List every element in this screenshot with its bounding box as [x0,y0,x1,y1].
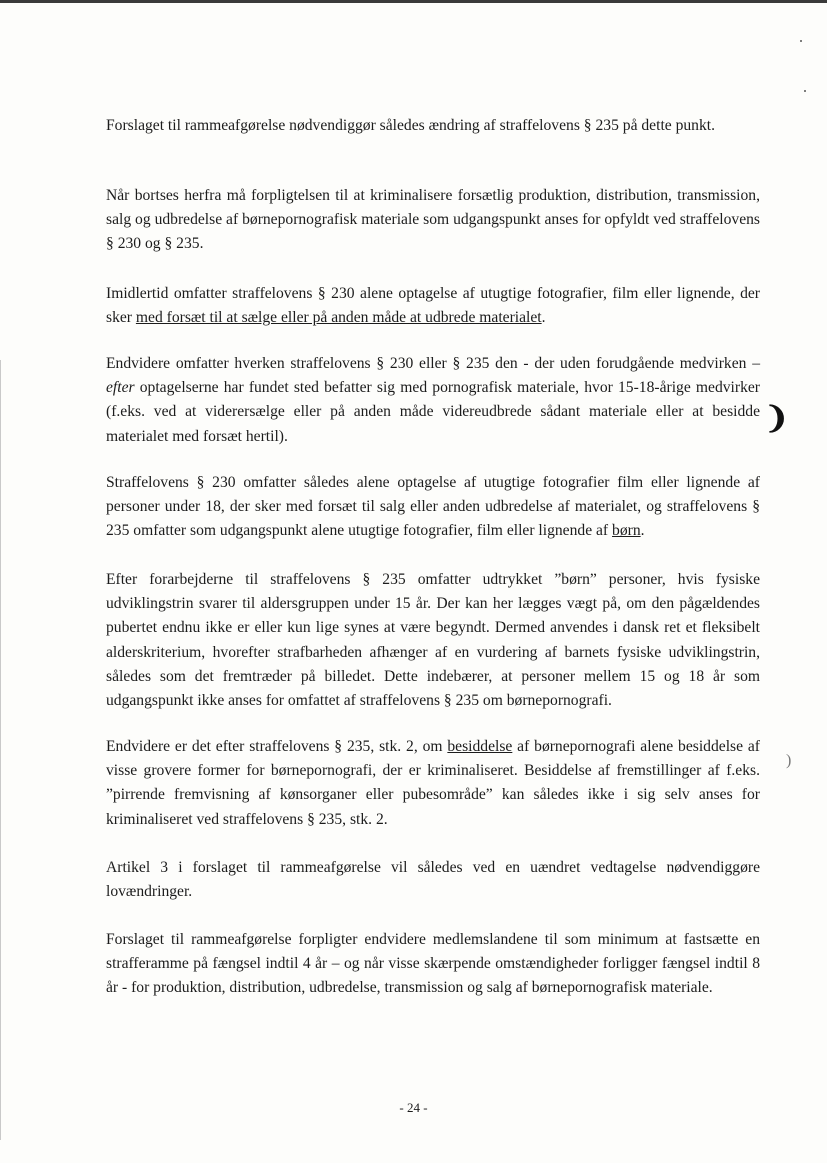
scan-speck [800,40,802,42]
paragraph-text: optagelserne har fundet sted befatter sig med pornografisk materiale, hvor 15-18-årige medvirker (f.eks. ved at viderersælge eller på anden måde videreudbrede sådant materiale eller at besidde materialet med forsæt hertil). [106,379,760,445]
paragraph-text: af børnepornografi alene besiddelse af visse grovere former for børnepornografi, der er kriminaliseret. Besiddelse af fremstillinger af f.eks. ”pirrende fremvisning af kønsorganer eller pubesområde” kan således ikke i sig selv anses for kriminaliseret ved straffelovens § 235, stk. 2. [106,738,760,828]
scan-speck [804,90,806,92]
paragraph-text: Når bortses herfra må forpligtelsen til at kriminalisere forsætlig produktion, distribution, transmission, salg og udbredelse af børnepornografisk materiale som udgangspunkt anses for opfyldt ved straffelovens § 230 og § 235. [106,187,760,253]
paragraph-text: Artikel 3 i forslaget til rammeafgørelse vil således ved en uændret vedtagelse nødvendiggøre lovændringer. [106,859,760,901]
scan-top-edge [0,0,827,3]
paragraph-text: Endvidere omfatter hverken straffelovens § 230 eller § 235 den - der uden forudgående medvirken – [106,355,760,372]
paragraph-text: . [640,522,645,540]
margin-bracket-mark: ❩ [764,402,790,435]
italic-word: efter [106,379,135,397]
page-number: - 24 - [399,1100,428,1115]
paragraph-9 [106,928,760,1001]
paragraph-3 [106,282,760,330]
paragraph-6 [106,568,760,713]
paragraph-text: Efter forarbejderne til straffelovens § 235 omfatter udtrykket ”børn” personer, hvis fysiske udviklingstrin svarer til aldersgruppen under 15 år. Der kan her lægges vægt på, om den pågældendes pubertet endnu ikke er eller kun lige synes at være begyndt. Dermed anvendes i dansk ret et fleksibelt alderskriterium, hvorefter strafbarheden afhænger af en vurdering af barnets fysiske udviklingstrin, således som det fremtræder på billedet. Dette indebærer, at personer mellem 15 og 18 år som udgangspunkt ikke anses for omfattet af straffelovens § 235 om børnepornografi. [106,571,760,710]
underlined-word: besiddelse [447,738,513,755]
scan-left-edge [0,360,1,1140]
paragraph-text: Forslaget til rammeafgørelse forpligter endvidere medlemslandene til som minimum at fastsætte en strafferamme på fængsel indtil 4 år – og når visse skærpende omstændigheder forligger fængsel indtil 8 år - for produktion, distribution, udbredelse, transmission og salg af børnepornografisk materiale. [106,931,760,997]
paragraph-1 [106,114,760,138]
underlined-phrase: med forsæt til at sælge eller på anden måde at udbrede materialet [135,309,542,327]
paragraph-text: Endvidere er det efter straffelovens § 235, stk. 2, om [106,738,448,755]
margin-paren-mark: ) [786,752,792,769]
underlined-word: børn [612,522,641,540]
paragraph-4 [106,352,760,449]
paragraph-2 [106,184,760,257]
paragraph-text: Forslaget til rammeafgørelse nødvendiggør således ændring af straffelovens § 235 på dette punkt. [106,117,716,134]
paragraph-7 [106,735,760,832]
paragraph-5 [106,471,760,544]
paragraph-text: Straffelovens § 230 omfatter således alene optagelse af utugtige fotografier film eller lignende af personer under 18, der sker med forsæt til salg eller anden udbredelse af materialet, og straffelovens § 235 omfatter som udgangspunkt alene utugtige fotografier, film eller lignende af [106,474,760,540]
paragraph-text: Imidlertid omfatter straffelovens § 230 alene optagelse af utugtige fotografier, film eller lignende, der sker [106,285,760,327]
paragraph-text: . [541,309,546,327]
paragraph-8 [106,856,760,904]
